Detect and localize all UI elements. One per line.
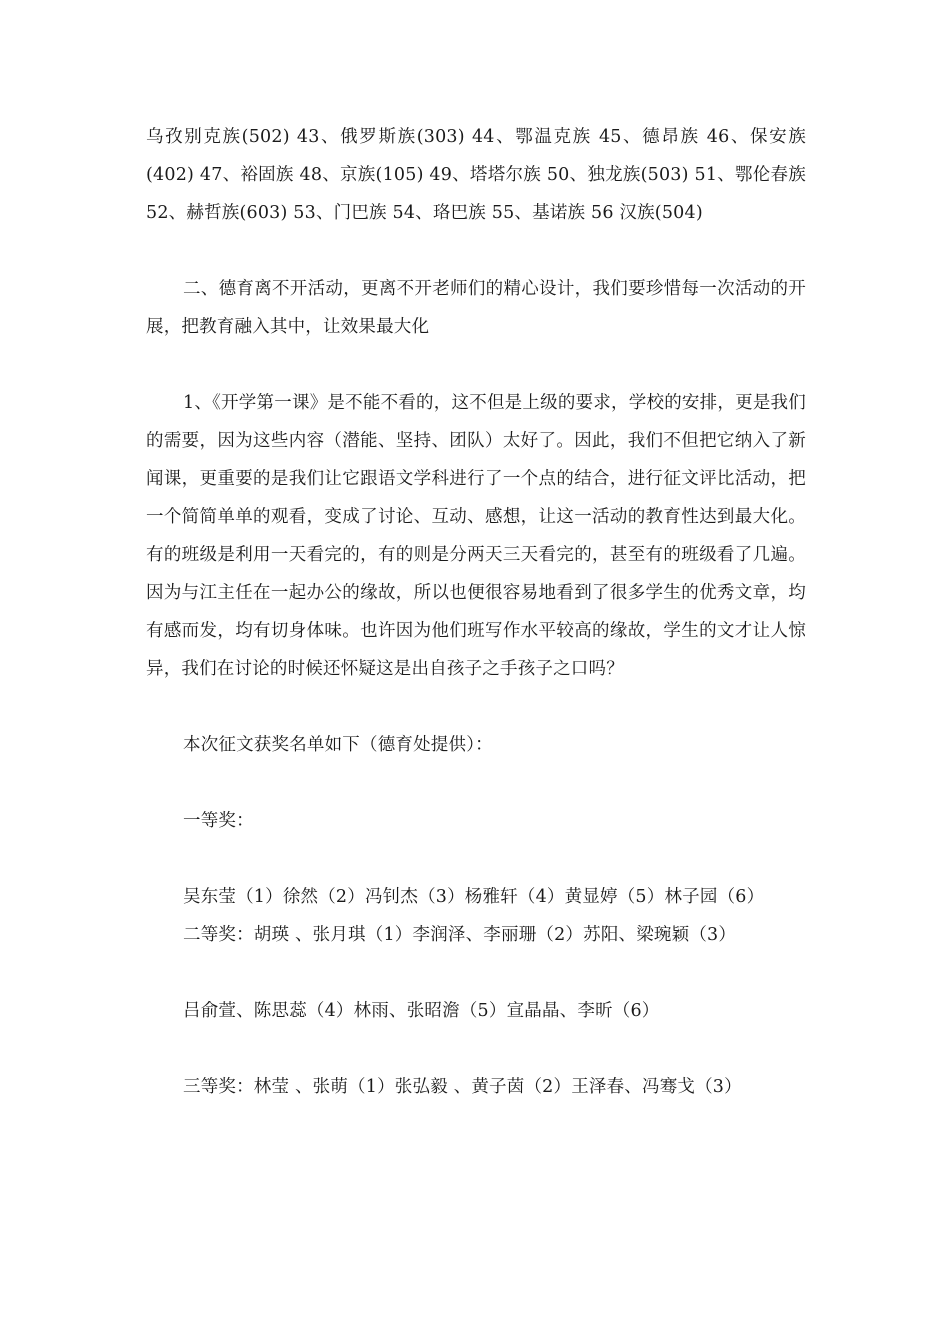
paragraph-second-prize-names: 二等奖：胡瑛 、张月琪（1）李润泽、李丽珊（2）苏阳、梁琬颖（3） [183, 925, 737, 945]
paragraph-third-prize-names: 三等奖：林莹 、张萌（1）张弘毅 、黄子茵（2）王泽春、冯骞戈（3） [183, 1077, 742, 1097]
paragraph-second-prize-names-cont: 吕俞萱、陈思蕊（4）林雨、张昭澹（5）宣晶晶、李昕（6） [183, 1001, 660, 1021]
paragraph-first-lesson: 1、《开学第一课》是不能不看的，这不但是上级的要求，学校的安排，更是我们的需要，因为这些内容（潜能、坚持、团队）太好了。因此，我们不但把它纳入了新闻课，更重要的是我们让它跟语文学科进行了一个点的结合，进行征文评比活动，把一个简简单单的观看，变成了讨论、互动、感想，让这一活动的教育性达到最大化。有的班级是利用一天看完的，有的则是分两天三天看完的，甚至有的班级看了几遍。因为与江主任在一起办公的缘故，所以也便很容易地看到了很多学生的优秀文章，均有感而发，均有切身体味。也许因为他们班写作水平较高的缘故，学生的文才让人惊异，我们在讨论的时候还怀疑这是出自孩子之手孩子之口吗？ [146, 393, 806, 679]
paragraph-first-prize-label: 一等奖： [183, 811, 254, 831]
paragraph-ethnic-list: 乌孜别克族(502) 43、俄罗斯族(303) 44、鄂温克族 45、德昂族 46、保安族(402) 47、裕固族 48、京族(105) 49、塔塔尔族 50、独龙族(503) 51、鄂伦春族 52、赫哲族(603) 53、门巴族 54、珞巴族 55、基诺族 56 汉族(504) [146, 127, 806, 223]
paragraph-award-intro: 本次征文获奖名单如下（德育处提供）： [183, 735, 493, 755]
paragraph-first-prize-names: 吴东莹（1）徐然（2）冯钊杰（3）杨雅轩（4）黄显婷（5）林子园（6） [183, 887, 765, 907]
document-body [146, 118, 806, 1106]
paragraph-section-two-heading: 二、德育离不开活动，更离不开老师们的精心设计，我们要珍惜每一次活动的开展，把教育融入其中，让效果最大化 [146, 279, 806, 337]
